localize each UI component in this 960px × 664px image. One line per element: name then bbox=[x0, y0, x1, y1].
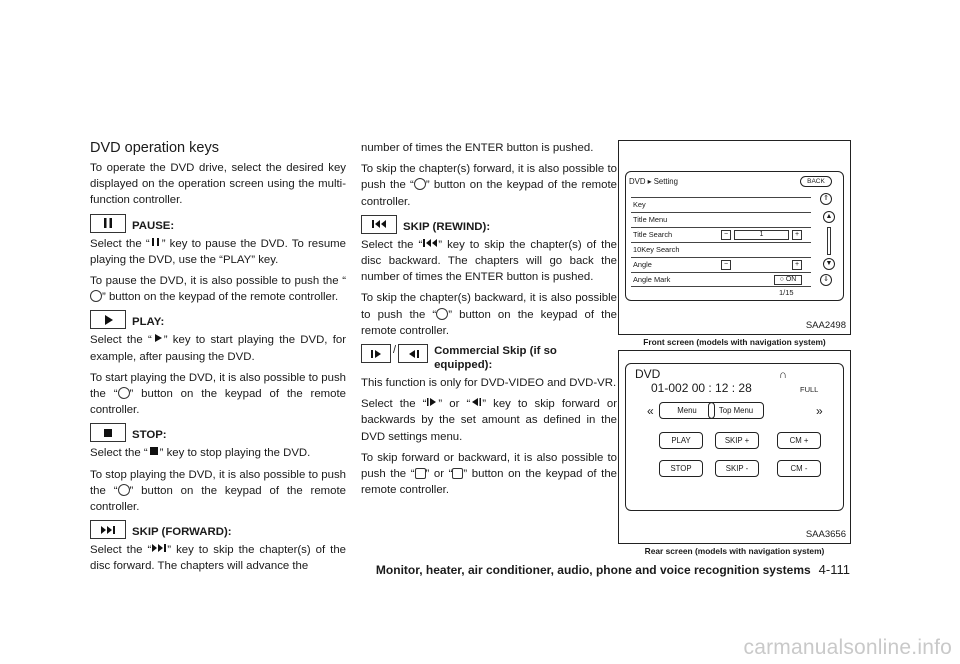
page-number: 4-111 bbox=[818, 562, 850, 577]
play-icon bbox=[90, 310, 126, 329]
commercial-back-inline-icon bbox=[470, 397, 482, 407]
rewind-text-1: Select the “ ” key to skip the chapter(s) of the disc backward. The chapters will go back the number of times the ENTER button is pushed. bbox=[361, 238, 618, 284]
forward-heading bbox=[90, 520, 346, 539]
middle-column bbox=[361, 140, 617, 503]
remote-rewind-button-icon bbox=[436, 308, 448, 320]
decrease-button[interactable]: − bbox=[721, 230, 731, 240]
list-item[interactable]: 10Key Search bbox=[631, 242, 811, 257]
stop-icon bbox=[90, 423, 126, 442]
forward-text-2: To skip the chapter(s) forward, it is also possible to push the “ ” button on the keypad of the remote controller. bbox=[361, 163, 617, 208]
remote-playpause-button-icon bbox=[118, 387, 130, 399]
list-item[interactable]: Angle Mark ○ ON bbox=[631, 272, 811, 287]
remote-cm-plus-button-icon bbox=[415, 468, 426, 479]
stop-heading bbox=[90, 423, 346, 442]
angle-mark-toggle[interactable]: ○ ON bbox=[774, 275, 802, 285]
remote-stop-button-icon bbox=[118, 484, 130, 496]
pause-text-2: To pause the DVD, it is also possible to push the “” button on the keypad of the remote controller. bbox=[90, 275, 346, 304]
play-inline-icon bbox=[152, 333, 164, 343]
list-item[interactable]: Angle − + bbox=[631, 257, 811, 272]
skip-plus-button[interactable]: SKIP + bbox=[715, 432, 759, 449]
page-indicator: 1/15 bbox=[779, 288, 794, 297]
stop-text-1: Select the “ ” key to stop playing the DVD. bbox=[90, 447, 311, 460]
commercial-skip-back-icon bbox=[398, 344, 428, 363]
playback-time: 01-002 00 : 12 : 28 bbox=[651, 381, 752, 395]
left-column bbox=[90, 140, 346, 580]
cm-minus-button[interactable]: CM - bbox=[777, 460, 821, 477]
stop-title: STOP: bbox=[132, 429, 167, 442]
figure-tag: SAA2498 bbox=[805, 320, 846, 331]
play-text-2: To start playing the DVD, it is also possible to push the “ ” button on the keypad of the remote controller. bbox=[90, 371, 347, 417]
angle-value bbox=[734, 260, 789, 270]
watermark: carmanualsonline.info bbox=[743, 636, 952, 659]
scroll-bottom-icon[interactable]: ⇓ bbox=[820, 274, 832, 286]
rewind-title: SKIP (REWIND): bbox=[403, 220, 491, 233]
menu-button[interactable]: Menu bbox=[659, 402, 715, 419]
remote-forward-button-icon bbox=[414, 178, 426, 190]
settings-list bbox=[631, 197, 811, 287]
remote-cm-minus-button-icon bbox=[452, 468, 463, 479]
front-screen-header: DVD ▸ Setting bbox=[629, 177, 678, 186]
rear-screen-caption: Rear screen (models with navigation system) bbox=[644, 546, 825, 556]
commercial-heading bbox=[361, 344, 617, 372]
increase-button[interactable]: + bbox=[792, 260, 802, 270]
rewind-text-2: To skip the chapter(s) backward, it is also possible to push the “ ” button on the keypad of the remote controller. bbox=[361, 292, 617, 337]
list-item[interactable]: Title Menu bbox=[631, 212, 811, 227]
headphone-icon: ∩ bbox=[779, 369, 787, 381]
pause-inline-icon bbox=[150, 237, 162, 247]
slash-divider: / bbox=[393, 344, 397, 357]
section-title: DVD operation keys bbox=[90, 140, 219, 156]
commercial-skip-forward-icon bbox=[361, 344, 391, 363]
front-screen-figure bbox=[618, 140, 851, 335]
scroll-top-icon[interactable]: ⇑ bbox=[820, 193, 832, 205]
skip-minus-button[interactable]: SKIP - bbox=[715, 460, 759, 477]
decrease-button[interactable]: − bbox=[721, 260, 731, 270]
pause-heading bbox=[90, 214, 346, 233]
play-heading bbox=[90, 310, 346, 329]
skip-rewind-icon bbox=[361, 215, 397, 234]
figure-tag: SAA3656 bbox=[805, 529, 846, 540]
skip-rewind-inline-icon bbox=[422, 238, 438, 248]
pause-title: PAUSE: bbox=[132, 219, 175, 232]
stop-text-2: To stop playing the DVD, it is also possible to push the “ ” button on the keypad of the remote controller. bbox=[90, 468, 347, 514]
commercial-text-2: Select the “ ” or “ ” key to skip forward or backwards by the set amount as defined in the DVD settings menu. bbox=[361, 398, 617, 443]
rear-screen-label: DVD bbox=[635, 367, 661, 381]
play-title: PLAY: bbox=[132, 316, 165, 329]
intro-paragraph: To operate the DVD drive, select the desired key displayed on the operation screen using the multi-function controller. bbox=[90, 162, 346, 207]
pause-icon bbox=[90, 214, 126, 233]
scroll-down-icon[interactable]: ▼ bbox=[823, 258, 835, 270]
page-footer bbox=[376, 562, 850, 577]
previous-page-icon[interactable]: « bbox=[647, 404, 654, 418]
cm-plus-button[interactable]: CM + bbox=[777, 432, 821, 449]
next-page-icon[interactable]: » bbox=[816, 404, 823, 418]
play-text-1: Select the “ ” key to start playing the DVD, for example, after pausing the DVD. bbox=[90, 334, 347, 363]
forward-text-cont: number of times the ENTER button is pushed. bbox=[361, 142, 594, 154]
stop-button[interactable]: STOP bbox=[659, 460, 703, 477]
list-item[interactable]: Key bbox=[631, 197, 811, 212]
commercial-text-1: This function is only for DVD-VIDEO and DVD-VR. bbox=[361, 377, 617, 390]
top-menu-button[interactable]: Top Menu bbox=[708, 402, 764, 419]
pause-text-1: Select the “ ” key to pause the DVD. To resume playing the DVD, use the “PLAY” key. bbox=[90, 237, 346, 266]
forward-title: SKIP (FORWARD): bbox=[132, 526, 232, 539]
rewind-heading bbox=[361, 215, 617, 234]
commercial-text-3: To skip forward or backward, it is also possible to push the “ ” or “ ” button on the keypad of the remote controller. bbox=[361, 451, 617, 497]
rear-screen-figure bbox=[618, 350, 851, 544]
title-search-value: 1 bbox=[734, 230, 789, 240]
scroll-up-icon[interactable]: ▲ bbox=[823, 211, 835, 223]
forward-text-1: Select the “ ” key to skip the chapter(s) of the disc forward. The chapters will advance the bbox=[90, 544, 347, 573]
full-label[interactable]: FULL bbox=[800, 385, 819, 394]
commercial-title: Commercial Skip (if so equipped): bbox=[434, 345, 557, 372]
skip-forward-icon bbox=[90, 520, 126, 539]
remote-playpause-button-icon bbox=[90, 290, 102, 302]
stop-inline-icon bbox=[148, 446, 160, 456]
scrollbar[interactable] bbox=[827, 227, 831, 255]
footer-section-title: Monitor, heater, air conditioner, audio, phone and voice recognition systems bbox=[375, 563, 811, 577]
front-screen-caption: Front screen (models with navigation system) bbox=[643, 337, 826, 347]
increase-button[interactable]: + bbox=[792, 230, 802, 240]
play-button[interactable]: PLAY bbox=[659, 432, 703, 449]
commercial-forward-inline-icon bbox=[426, 397, 438, 407]
back-button[interactable]: BACK bbox=[800, 176, 832, 187]
skip-forward-inline-icon bbox=[151, 543, 167, 553]
list-item[interactable]: Title Search − 1 + bbox=[631, 227, 811, 242]
